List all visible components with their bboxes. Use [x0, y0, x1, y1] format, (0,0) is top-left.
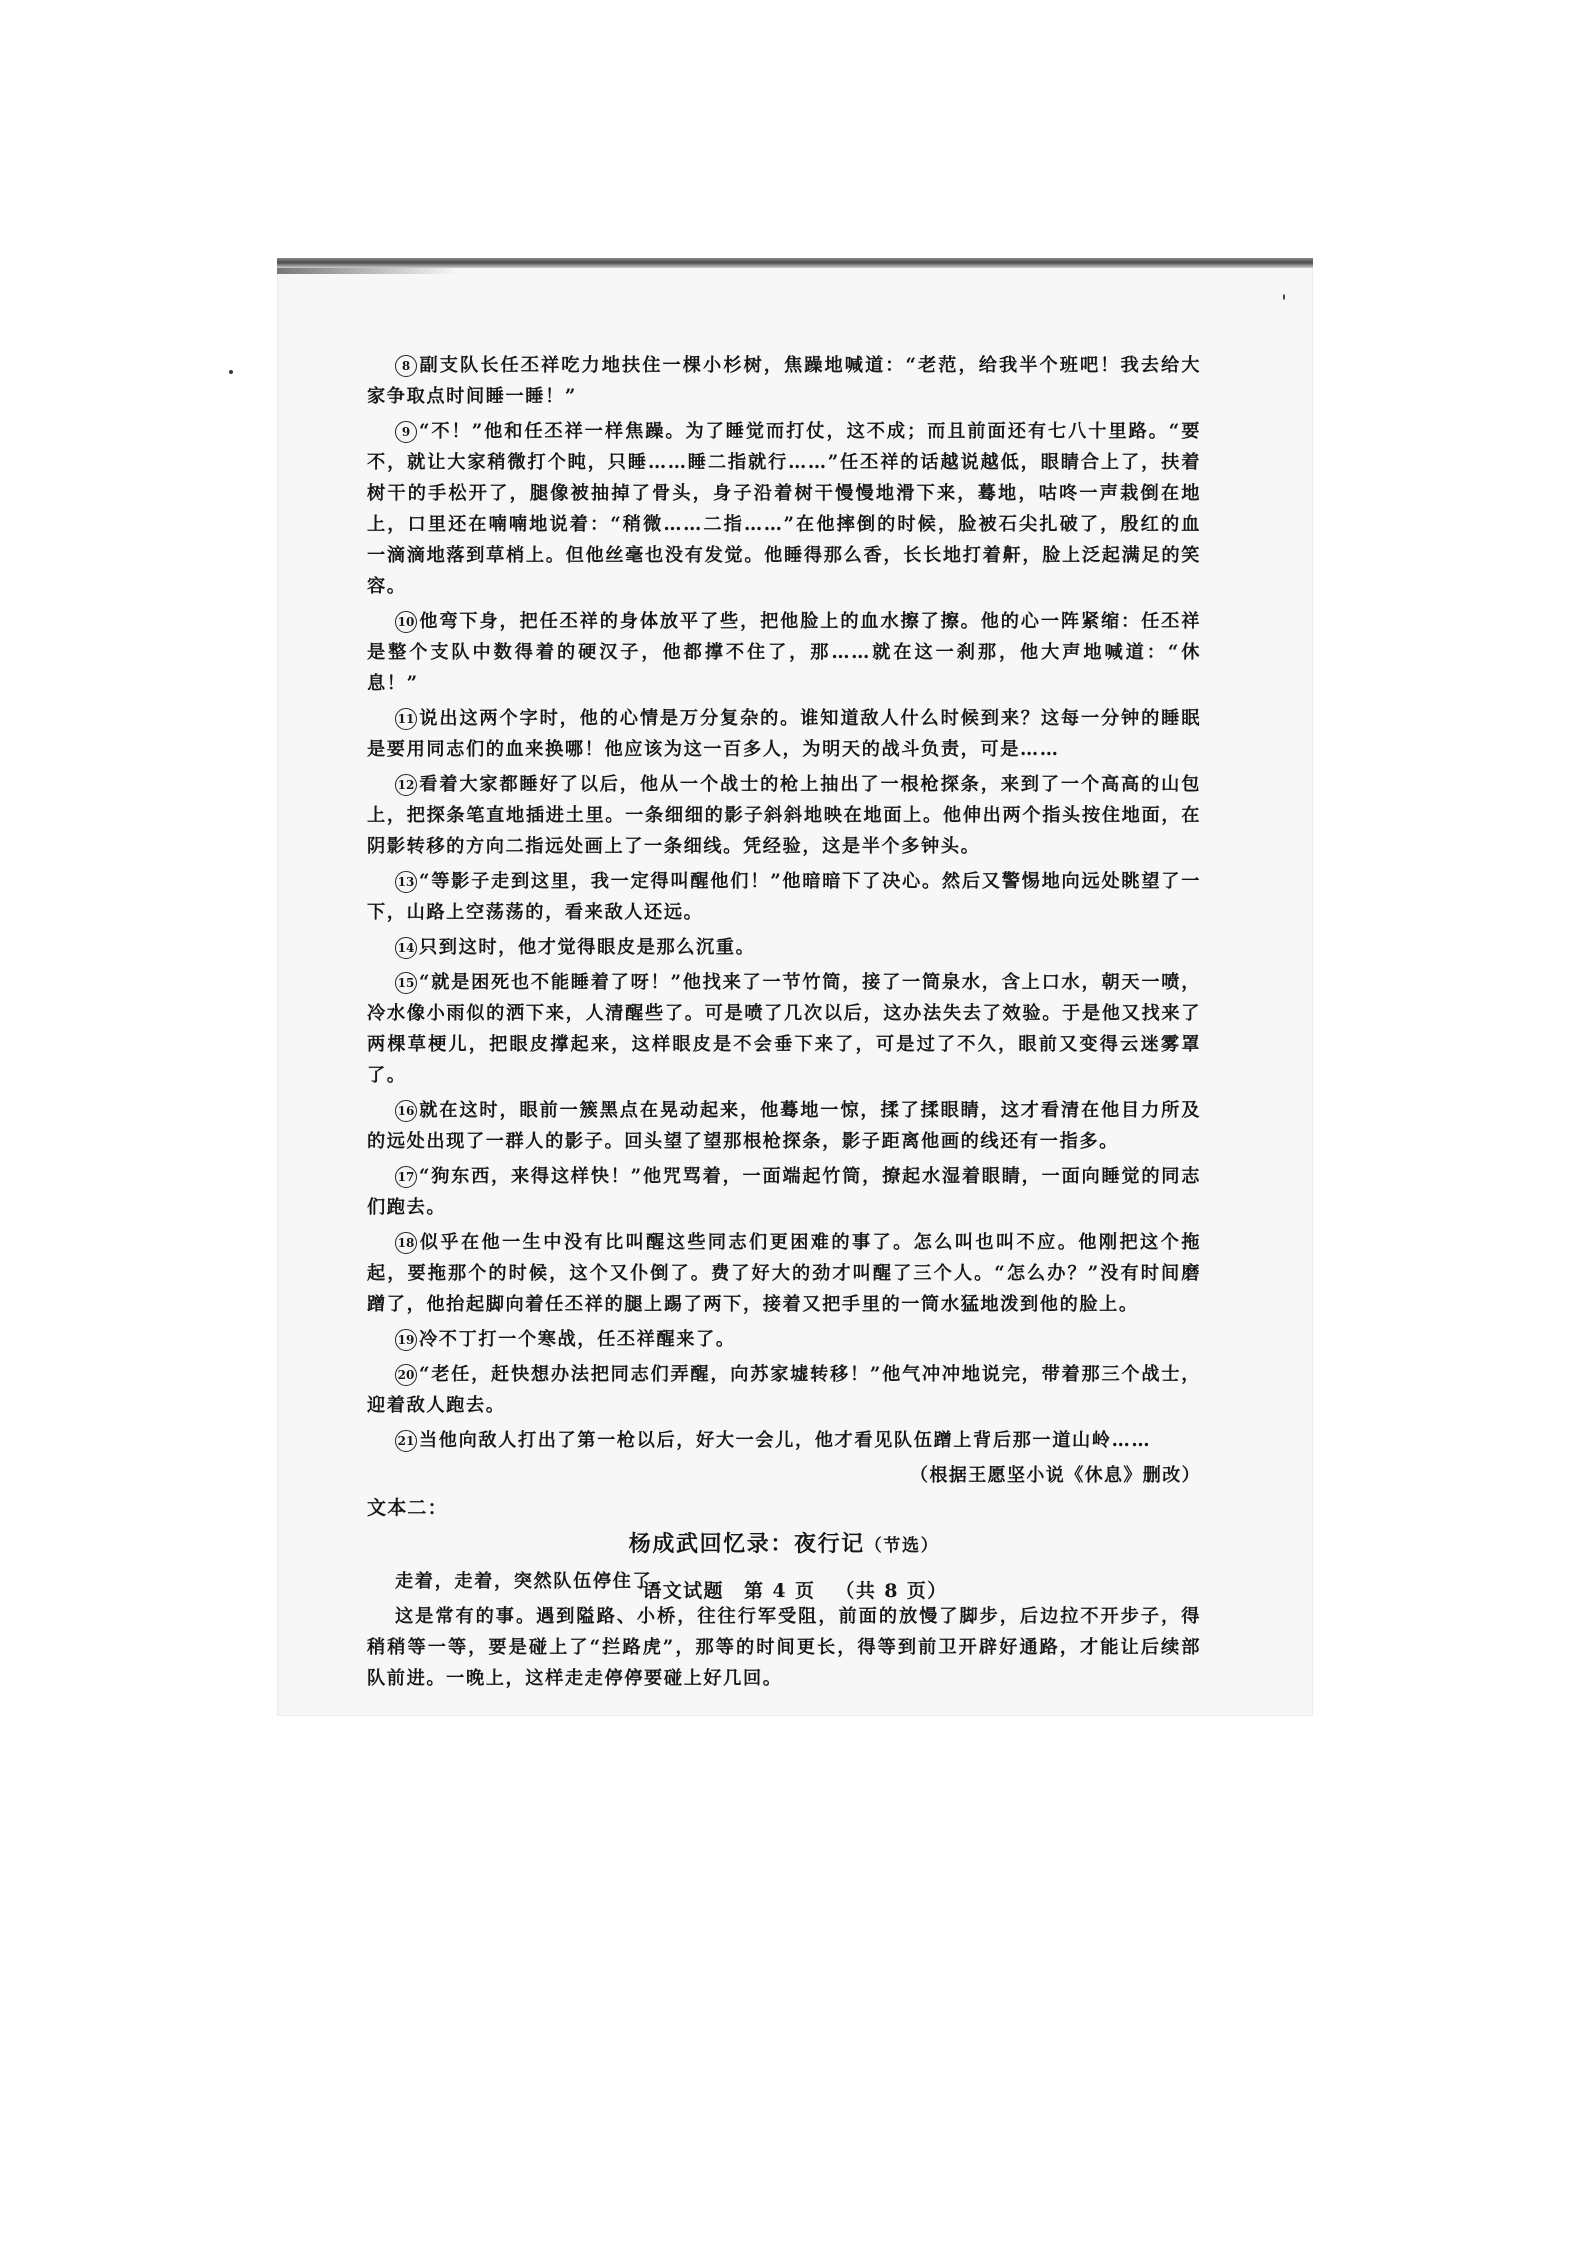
paragraph-text: “不！”他和任丕祥一样焦躁。为了睡觉而打仗，这不成；而且前面还有七八十里路。“要不，就让大家稍微打个盹，只睡……睡二指就行……”任丕祥的话越说越低，眼睛合上了，扶着树干的手松开了，腿像被抽掉了骨头，身子沿着树干慢慢地滑下来，蓦地，咕咚一声栽倒在地上，口里还在喃喃地说着：“稍微……二指……”在他摔倒的时候，脸被石尖扎破了，殷红的血一滴滴地落到草梢上。但他丝毫也没有发觉。他睡得那么香，长长地打着鼾，脸上泛起满足的笑容。 [367, 421, 1201, 597]
paragraph-number: 21 [395, 1430, 417, 1452]
paragraph-text: 说出这两个字时，他的心情是万分复杂的。谁知道敌人什么时候到来？这每一分钟的睡眠是要用同志们的血来换哪！他应该为这一百多人，为明天的战斗负责，可是…… [367, 708, 1201, 760]
source-note: （根据王愿坚小说《休息》删改） [910, 1465, 1201, 1486]
story-paragraph [367, 1227, 1201, 1320]
story-paragraphs [367, 350, 1201, 1456]
story-paragraph [367, 703, 1201, 765]
text-body [367, 350, 1201, 1698]
top-rule [277, 258, 1313, 268]
story-paragraph [367, 1161, 1201, 1223]
article-title-text: 杨成武回忆录：夜行记 [628, 1531, 865, 1557]
paragraph-text: “老任，赶快想办法把同志们弄醒，向苏家墟转移！”他气冲冲地说完，带着那三个战士，迎着敌人跑去。 [367, 1364, 1201, 1416]
paragraph-text: “就是困死也不能睡着了呀！”他找来了一节竹筒，接了一筒泉水，含上口水，朝天一喷，冷水像小雨似的洒下来，人清醒些了。可是喷了几次以后，这办法失去了效验。于是他又找来了两棵草梗儿，把眼皮撑起来，这样眼皮是不会垂下来了，可是过了不久，眼前又变得云迷雾罩了。 [367, 972, 1201, 1086]
story-paragraph [367, 932, 1201, 963]
footer-total: （共 8 页） [835, 1580, 948, 1602]
paragraph-text: 副支队长任丕祥吃力地扶住一棵小杉树，焦躁地喊道：“老范，给我半个班吧！我去给大家争取点时间睡一睡！” [367, 355, 1201, 407]
article-paragraph: 这是常有的事。遇到隘路、小桥，往往行军受阻，前面的放慢了脚步，后边拉不开步子，得稍稍等一等，要是碰上了“拦路虎”，那等的时间更长，得等到前卫开辟好通路，才能让后续部队前进。一晚上，这样走走停停要碰上好几回。 [367, 1606, 1201, 1689]
story-paragraph [367, 1095, 1201, 1157]
story-paragraph [367, 866, 1201, 928]
paragraph-text: 就在这时，眼前一簇黑点在晃动起来，他蓦地一惊，揉了揉眼睛，这才看清在他目力所及的远处出现了一群人的影子。回头望了望那根枪探条，影子距离他画的线还有一指多。 [367, 1100, 1201, 1152]
article-title [367, 1526, 1201, 1564]
paragraph-number: 11 [395, 708, 417, 730]
footer-page: 第 4 页 [743, 1580, 816, 1602]
footer-subject: 语文试题 [642, 1580, 724, 1602]
paragraph-text: “等影子走到这里，我一定得叫醒他们！”他暗暗下了决心。然后又警惕地向远处眺望了一下，山路上空荡荡的，看来敌人还远。 [367, 871, 1201, 923]
paragraph-text: 看着大家都睡好了以后，他从一个战士的枪上抽出了一根枪探条，来到了一个高高的山包上，把探条笔直地插进土里。一条细细的影子斜斜地映在地面上。他伸出两个指头按住地面，在阴影转移的方向二指远处画上了一条细线。凭经验，这是半个多钟头。 [367, 774, 1201, 857]
paragraph-text: 冷不丁打一个寒战，任丕祥醒来了。 [419, 1329, 736, 1350]
article-paragraph: 走着，走着，突然队伍停住了。 [395, 1571, 673, 1592]
paragraph-number: 19 [395, 1329, 417, 1351]
paragraph-number: 9 [395, 421, 417, 443]
paragraph-number: 14 [395, 937, 417, 959]
paragraph-number: 17 [395, 1166, 417, 1188]
paragraph-number: 16 [395, 1100, 417, 1122]
story-paragraph [367, 1324, 1201, 1355]
scan-speck [229, 370, 233, 374]
scanned-page [277, 258, 1313, 1716]
paragraph-number: 8 [395, 355, 417, 377]
paragraph-number: 18 [395, 1232, 417, 1254]
story-paragraph [367, 1359, 1201, 1421]
story-paragraph [367, 350, 1201, 412]
paragraph-number: 15 [395, 972, 417, 994]
paragraph-number: 13 [395, 871, 417, 893]
story-paragraph [367, 416, 1201, 602]
story-paragraph [367, 769, 1201, 862]
story-paragraph [367, 606, 1201, 699]
paragraph-number: 10 [395, 611, 417, 633]
paragraph-text: “狗东西，来得这样快！”他咒骂着，一面端起竹筒，撩起水湿着眼睛，一面向睡觉的同志们跑去。 [367, 1166, 1201, 1218]
paragraph-number: 12 [395, 774, 417, 796]
story-paragraph [367, 967, 1201, 1091]
paragraph-number: 20 [395, 1364, 417, 1386]
paragraph-text: 只到这时，他才觉得眼皮是那么沉重。 [419, 937, 756, 958]
article-title-note: （节选） [864, 1536, 940, 1556]
page-footer [277, 1576, 1313, 1603]
paragraph-text: 他弯下身，把任丕祥的身体放平了些，把他脸上的血水擦了擦。他的心一阵紧缩：任丕祥是整个支队中数得着的硬汉子，他都撑不住了，那……就在这一刹那，他大声地喊道：“休息！” [367, 611, 1201, 694]
section-label: 文本二： [367, 1497, 448, 1519]
paragraph-text: 似乎在他一生中没有比叫醒这些同志们更困难的事了。怎么叫也叫不应。他刚把这个拖起，要拖那个的时候，这个又仆倒了。费了好大的劲才叫醒了三个人。“怎么办？”没有时间磨蹭了，他抬起脚向着任丕祥的腿上踢了两下，接着又把手里的一筒水猛地泼到他的脸上。 [367, 1232, 1201, 1315]
scan-speck [1283, 294, 1285, 300]
paragraph-text: 当他向敌人打出了第一枪以后，好大一会儿，他才看见队伍蹭上背后那一道山岭…… [419, 1430, 1152, 1451]
story-paragraph [367, 1425, 1201, 1456]
